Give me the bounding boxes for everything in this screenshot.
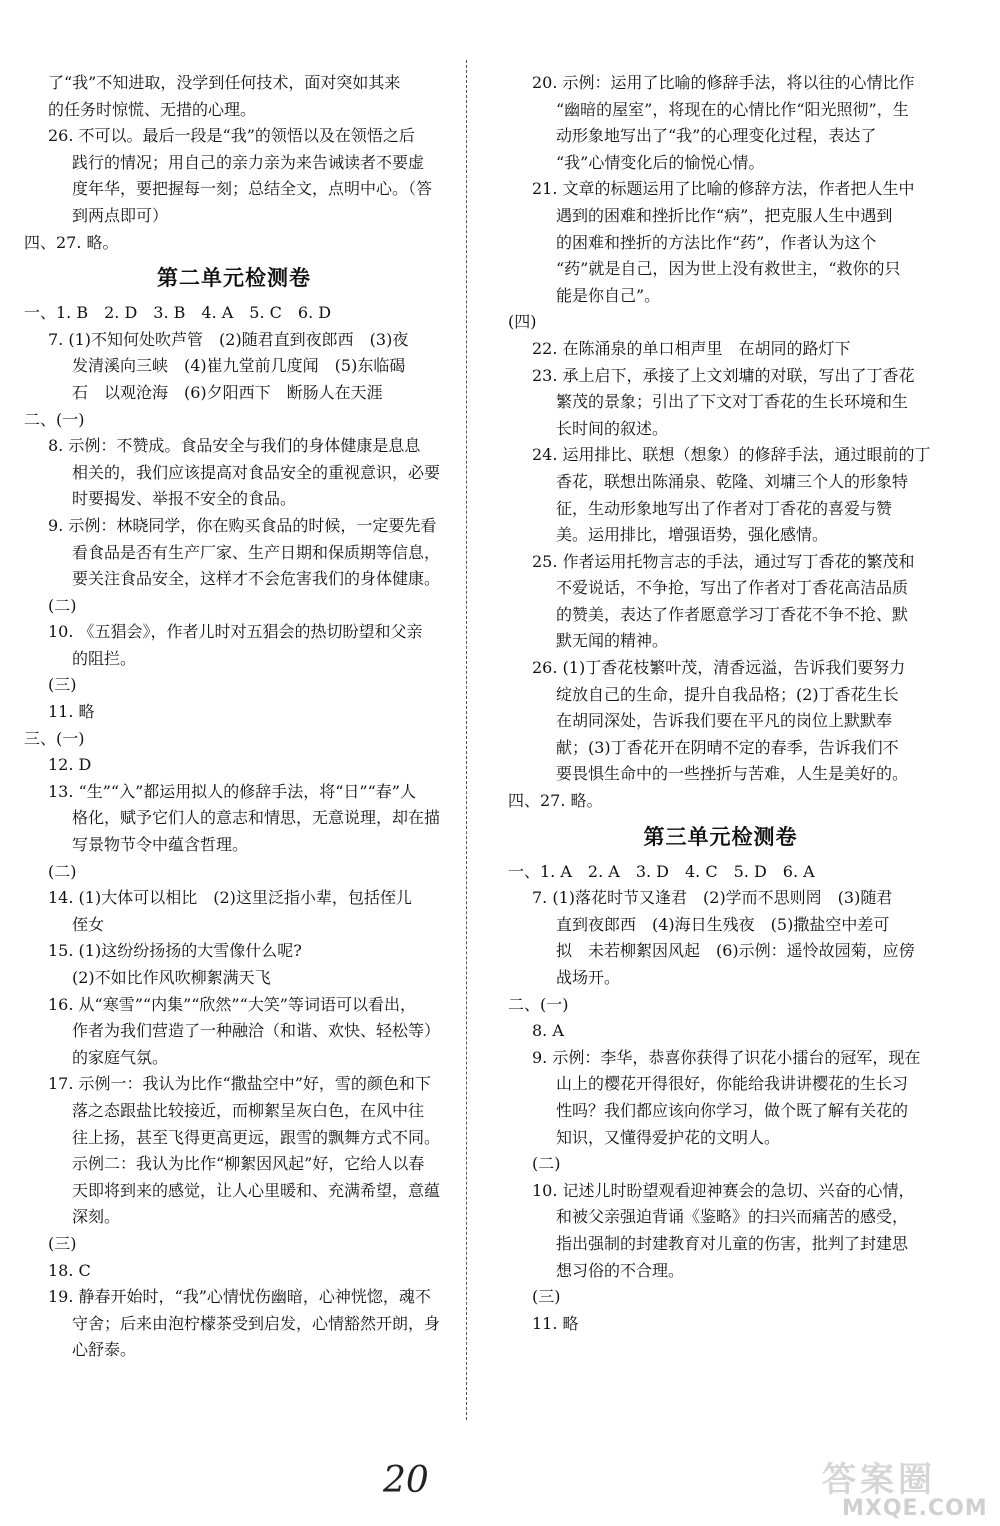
answer-line: 的阻拦。 [72, 648, 137, 668]
page-number: 20 [383, 1460, 429, 1501]
column-divider [466, 60, 467, 1420]
watermark-url: MXQE.COM [842, 1496, 988, 1521]
answer-line: 繁茂的景象；引出了下文对丁香花的生长环境和生 [556, 392, 909, 412]
answer-line: “我”心情变化后的愉悦心情。 [556, 152, 765, 172]
watermark-logo [822, 1452, 992, 1522]
answer-line: 看食品是否有生产厂家、生产日期和保质期等信息， [72, 542, 441, 562]
answer-line: 23. 承上启下，承接了上文刘墉的对联，写出了丁香花 [532, 365, 915, 385]
answer-line: 美。运用排比，增强语势，强化感情。 [556, 525, 829, 545]
answer-line: 的赞美，表达了作者愿意学习丁香花不争不抢、默 [556, 604, 909, 624]
section-title-unit-3: 第三单元检测卷 [643, 824, 798, 849]
answer-line: (四) [508, 312, 537, 332]
answer-line: 指出强制的封建教育对儿童的伤害，批判了封建思 [556, 1233, 909, 1253]
answer-line: “药”就是自己，因为世上没有救世主，“救你的只 [556, 259, 901, 279]
answer-line: 7. (1)不知何处吹芦管 (2)随君直到夜郎西 (3)夜 [48, 329, 409, 349]
answer-line: 天即将到来的感觉，让人心里暖和、充满希望，意蕴 [72, 1180, 441, 1200]
answer-line: 格化，赋予它们人的意志和情思，无意说理，却在描 [72, 808, 441, 828]
answer-line: 要畏惧生命中的一些挫折与苦难，人生是美好的。 [556, 764, 909, 784]
answer-line: 四、27. 略。 [24, 232, 119, 252]
answer-line: 二、(一) [508, 994, 569, 1014]
answer-line: 山上的樱花开得很好，你能给我讲讲樱花的生长习 [556, 1074, 909, 1094]
answer-line: 18. C [48, 1260, 91, 1280]
answer-line: 26. 不可以。最后一段是“我”的领悟以及在领悟之后 [48, 126, 415, 146]
answer-line: 13. “生”“入”都运用拟人的修辞手法，将“日”“春”人 [48, 781, 416, 801]
answer-line: 征，生动形象地写出了作者对丁香花的喜爱与赞 [556, 498, 893, 518]
answer-line: 的困难和挫折的方法比作“药”，作者认为这个 [556, 232, 877, 252]
answer-line: 11. 略 [532, 1313, 579, 1333]
answer-line: 侄女 [72, 914, 105, 934]
section-title-unit-2: 第二单元检测卷 [157, 266, 311, 291]
answer-line: 14. (1)大体可以相比 (2)这里泛指小辈，包括侄儿 [48, 888, 412, 908]
answer-line: 香花，联想出陈涌泉、乾隆、刘墉三个人的形象特 [556, 471, 909, 491]
answer-line: (三) [48, 675, 77, 695]
answer-line: 知识，又懂得爱护花的文明人。 [556, 1127, 781, 1147]
answer-line: 17. 示例一：我认为比作“撒盐空中”好，雪的颜色和下 [48, 1074, 431, 1094]
answer-line: 25. 作者运用托物言志的手法，通过写丁香花的繁茂和 [532, 551, 915, 571]
answer-line: 守舍；后来由泡柠檬茶受到启发，心情豁然开朗，身 [72, 1313, 441, 1333]
left-column [24, 70, 444, 1364]
answer-line: 的任务时惊慌、无措的心理。 [48, 99, 257, 119]
answer-line: (三) [48, 1233, 77, 1253]
answer-line: 发清溪向三峡 (4)崔九堂前几度闻 (5)东临碣 [72, 356, 406, 376]
answer-line: 到两点即可） [72, 205, 169, 225]
answer-line: 9. 示例：林晓同学，你在购买食品的时候，一定要先看 [48, 515, 437, 535]
right-column [508, 70, 933, 1337]
answer-line: (二) [532, 1154, 561, 1174]
answer-line: 二、(一) [24, 409, 85, 429]
answer-line: 8. 示例：不赞成。食品安全与我们的身体健康是息息 [48, 436, 421, 456]
answer-line: 四、27. 略。 [508, 791, 603, 811]
answer-line: 长时间的叙述。 [556, 418, 669, 438]
answer-line: 15. (1)这纷纷扬扬的大雪像什么呢? [48, 941, 302, 961]
answer-line: (二) [48, 595, 77, 615]
answer-line: 了“我”不知进取，没学到任何技术，面对突如其来 [48, 73, 401, 92]
answer-line: 22. 在陈涌泉的单口相声里 在胡同的路灯下 [532, 338, 851, 358]
answer-line: 19. 静春开始时，“我”心情忧伤幽暗，心神恍惚，魂不 [48, 1287, 431, 1307]
answer-line: 绽放自己的生命，提升自我品格；(2)丁香花生长 [556, 684, 899, 704]
answer-line: 在胡同深处，告诉我们要在平凡的岗位上默默奉 [556, 711, 893, 731]
answer-line: 12. D [48, 755, 92, 775]
answer-line: 16. 从“寒雪”“内集”“欣然”“大笑”等词语可以看出， [48, 994, 416, 1014]
watermark-text: 答案圈 [822, 1460, 936, 1500]
answer-line: 作者为我们营造了一种融洽（和谐、欢快、轻松等） [72, 1021, 441, 1041]
answer-line: (2)不如比作风吹柳絮满天飞 [72, 968, 271, 987]
answer-line: 写景物节令中蕴含哲理。 [72, 835, 249, 855]
answer-line: 遇到的困难和挫折比作“病”，把克服人生中遇到 [556, 205, 893, 225]
answer-line: 10. 记述儿时盼望观看迎神赛会的急切、兴奋的心情， [532, 1180, 915, 1200]
answer-line: 7. (1)落花时节又逢君 (2)学而不思则罔 (3)随君 [532, 888, 893, 908]
answer-line: “幽暗的屋室”，将现在的心情比作“阳光照彻”，生 [556, 99, 909, 119]
answer-line: 三、(一) [24, 728, 85, 748]
answer-line: 一、1. A 2. A 3. D 4. C 5. D 6. A [508, 861, 815, 881]
answer-line: 24. 运用排比、联想（想象）的修辞手法，通过眼前的丁 [532, 445, 931, 465]
answer-line: 度年华，要把握每一刻；总结全文，点明中心。（答 [72, 179, 433, 199]
answer-line: 性吗？我们都应该向你学习，做个既了解有关花的 [556, 1100, 909, 1120]
answer-line: 献；(3)丁香花开在阴晴不定的春季，告诉我们不 [556, 737, 899, 757]
answer-line: 的家庭气氛。 [72, 1047, 169, 1067]
answer-line: 20. 示例：运用了比喻的修辞手法，将以往的心情比作 [532, 73, 915, 92]
answer-line: 拟 未若柳絮因风起 (6)示例：遥怜故园菊，应傍 [556, 941, 915, 961]
answer-line: 战场开。 [556, 968, 621, 987]
answer-line: 往上扬，甚至飞得更高更远，跟雪的飘舞方式不同。 [72, 1127, 441, 1147]
answer-line: 和被父亲强迫背诵《鉴略》的扫兴而痛苦的感受， [556, 1207, 909, 1227]
answer-line: 想习俗的不合理。 [556, 1260, 685, 1280]
answer-line: 8. A [532, 1021, 564, 1041]
answer-line: 9. 示例：李华，恭喜你获得了识花小擂台的冠军，现在 [532, 1047, 921, 1067]
answer-line: 时要揭发、举报不安全的食品。 [72, 489, 297, 509]
answer-line: 要关注食品安全，这样才不会危害我们的身体健康。 [72, 569, 441, 589]
answer-line: 能是你自己”。 [556, 285, 661, 305]
answer-line: 心舒泰。 [72, 1340, 137, 1360]
answer-line: 深刻。 [72, 1207, 121, 1227]
answer-line: (三) [532, 1287, 561, 1307]
answer-line: 10. 《五猖会》，作者儿时对五猖会的热切盼望和父亲 [48, 622, 423, 642]
answer-line: 26. (1)丁香花枝繁叶茂，清香远溢，告诉我们要努力 [532, 658, 906, 678]
answer-line: 11. 略 [48, 702, 95, 722]
answer-line: 一、1. B 2. D 3. B 4. A 5. C 6. D [24, 303, 332, 323]
answer-line: 示例二：我认为比作“柳絮因风起”好，它给人以春 [72, 1154, 425, 1174]
answer-line: 石 以观沧海 (6)夕阳西下 断肠人在天涯 [72, 382, 383, 402]
answer-line: 相关的，我们应该提高对食品安全的重视意识，必要 [72, 462, 441, 482]
answer-line: 21. 文章的标题运用了比喻的修辞方法，作者把人生中 [532, 179, 915, 199]
answer-line: 践行的情况；用自己的亲力亲为来告诫读者不要虚 [72, 152, 425, 172]
answer-line: 默无闻的精神。 [556, 631, 669, 651]
answer-line: 不爱说话，不争抢，写出了作者对丁香花高洁品质 [556, 578, 909, 598]
answer-line: (二) [48, 861, 77, 881]
answer-line: 动形象地写出了“我”的心理变化过程，表达了 [556, 126, 877, 146]
answer-line: 落之态跟盐比较接近，而柳絮呈灰白色，在风中往 [72, 1100, 425, 1120]
answer-line: 直到夜郎西 (4)海日生残夜 (5)撒盐空中差可 [556, 914, 890, 934]
